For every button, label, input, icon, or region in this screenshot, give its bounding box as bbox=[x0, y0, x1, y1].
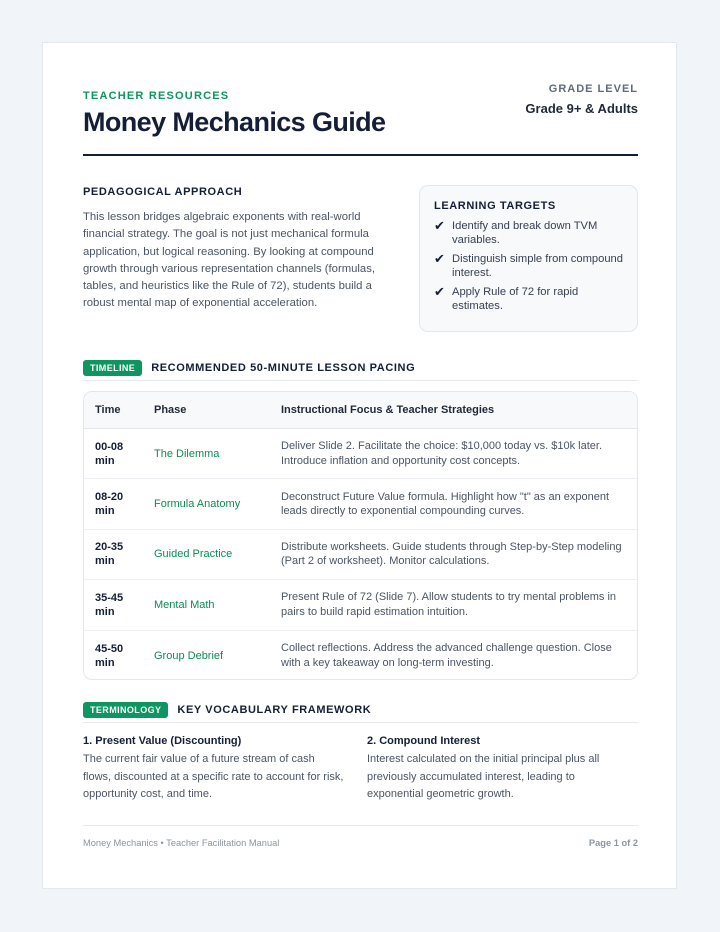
terminology-tag: TERMINOLOGY bbox=[83, 702, 168, 718]
vocab-term: 1. Present Value (Discounting) bbox=[83, 735, 242, 747]
table-row bbox=[84, 580, 637, 630]
eyebrow-label: TEACHER RESOURCES bbox=[83, 90, 230, 102]
header-divider bbox=[83, 154, 638, 156]
vocab-definition: Interest calculated on the initial principal plus all previously accumulated interest, leading to exponential geometric growth. bbox=[367, 753, 600, 800]
row-phase: Formula Anatomy bbox=[154, 498, 241, 511]
page-title: Money Mechanics Guide bbox=[83, 107, 386, 137]
row-phase: Mental Math bbox=[154, 598, 215, 611]
pedagogy-text: This lesson bridges algebraic exponents with real-world financial strategy. The goal is not just mechanical formula application, but logical reasoning. By looking at compound growth through various representation channels (formulas, tables, and heuristics like the Rule of 72), students build a robust mental map of exponential acceleration. bbox=[83, 211, 375, 310]
vocab-definition: The current fair value of a future stream of cash flows, discounted at a specific rate to account for risk, opportunity cost, and time. bbox=[83, 753, 344, 800]
column-header-focus: Instructional Focus & Teacher Strategies bbox=[281, 404, 495, 416]
learning-targets-heading: LEARNING TARGETS bbox=[434, 200, 556, 212]
checkmark-icon: ✔ bbox=[434, 251, 445, 266]
vocabulary-section-header bbox=[83, 702, 638, 718]
row-time: 35-45 min bbox=[95, 591, 124, 618]
checkmark-icon: ✔ bbox=[434, 284, 445, 299]
learning-targets-card bbox=[419, 185, 638, 332]
grade-level-value: Grade 9+ & Adults bbox=[525, 101, 638, 116]
learning-target-item bbox=[434, 219, 623, 247]
column-header-phase: Phase bbox=[154, 404, 187, 416]
timeline-section-header bbox=[83, 360, 638, 376]
row-time: 00-08 min bbox=[95, 440, 124, 467]
pacing-table bbox=[83, 391, 638, 680]
footer-divider bbox=[83, 825, 638, 826]
row-phase: Group Debrief bbox=[154, 649, 224, 662]
footer-title: Money Mechanics • Teacher Facilitation Manual bbox=[83, 838, 280, 848]
learning-target-text: Identify and break down TVM variables. bbox=[452, 220, 598, 246]
vocabulary-heading: KEY VOCABULARY FRAMEWORK bbox=[177, 704, 372, 716]
row-phase: Guided Practice bbox=[154, 548, 233, 561]
pedagogy-heading: PEDAGOGICAL APPROACH bbox=[83, 186, 243, 198]
table-header-row bbox=[84, 392, 637, 429]
row-time: 08-20 min bbox=[95, 491, 124, 518]
learning-target-item bbox=[434, 252, 623, 280]
table-row bbox=[84, 429, 637, 479]
row-focus: Distribute worksheets. Guide students through Step-by-Step modeling (Part 2 of worksheet). Monitor calculations. bbox=[281, 540, 622, 568]
vocab-term: 2. Compound Interest bbox=[367, 735, 481, 747]
table-row bbox=[84, 530, 637, 580]
page-number: Page 1 of 2 bbox=[588, 838, 638, 848]
row-time: 20-35 min bbox=[95, 541, 124, 568]
timeline-heading: RECOMMENDED 50-MINUTE LESSON PACING bbox=[151, 362, 416, 374]
table-row bbox=[84, 479, 637, 529]
learning-target-text: Distinguish simple from compound interest. bbox=[452, 253, 623, 279]
timeline-tag: TIMELINE bbox=[83, 360, 142, 376]
row-focus: Deconstruct Future Value formula. Highlight how "t" as an exponent leads directly to exponential compounding curves. bbox=[281, 490, 610, 518]
row-focus: Deliver Slide 2. Facilitate the choice: $10,000 today vs. $10k later. Introduce inflation and opportunity cost concepts. bbox=[281, 440, 603, 467]
checkmark-icon: ✔ bbox=[434, 218, 445, 233]
table-row bbox=[84, 631, 637, 680]
document-page bbox=[42, 42, 677, 889]
column-header-time: Time bbox=[95, 404, 121, 416]
row-focus: Collect reflections. Address the advanced challenge question. Close with a key takeaway on long-term investing. bbox=[281, 642, 612, 669]
row-time: 45-50 min bbox=[95, 642, 124, 669]
learning-target-item bbox=[434, 285, 623, 313]
vocabulary-divider bbox=[83, 722, 638, 723]
grade-level-label: GRADE LEVEL bbox=[548, 83, 638, 95]
timeline-divider bbox=[83, 380, 638, 381]
row-phase: The Dilemma bbox=[154, 447, 220, 460]
learning-target-text: Apply Rule of 72 for rapid estimates. bbox=[452, 286, 579, 312]
row-focus: Present Rule of 72 (Slide 7). Allow students to try mental problems in pairs to build rapid estimation intuition. bbox=[281, 591, 617, 618]
